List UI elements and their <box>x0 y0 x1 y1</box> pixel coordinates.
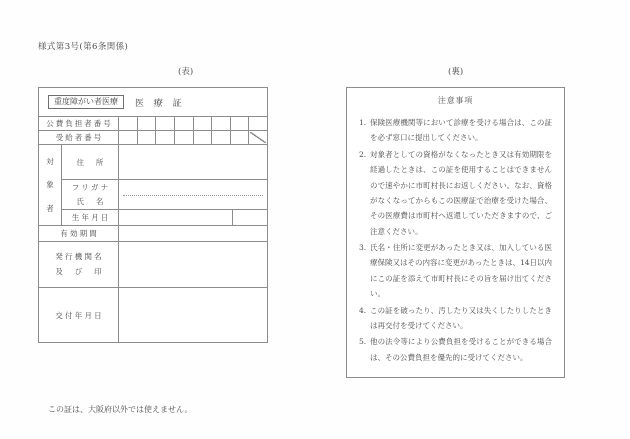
notice-item-text: 他の法令等により公費負担を受けることができる場合は、その公費負担を優先的に受けてください。 <box>370 337 552 362</box>
subject-label-char: 象 <box>46 180 54 190</box>
payer-number-row <box>39 116 267 130</box>
payer-number-cell[interactable] <box>138 117 157 130</box>
payer-number-cell[interactable] <box>249 117 267 130</box>
recipient-number-row <box>39 130 267 144</box>
notice-item <box>359 115 552 146</box>
recipient-number-cells[interactable] <box>119 131 267 144</box>
payer-number-cell[interactable] <box>119 117 138 130</box>
birthdate-main-cell[interactable] <box>119 210 233 225</box>
payer-number-label: 公費負担者番号 <box>39 117 119 130</box>
issuer-value[interactable] <box>119 242 267 287</box>
issuer-label <box>39 242 119 287</box>
furigana-label: フリガナ <box>71 182 111 192</box>
address-value[interactable] <box>119 145 267 179</box>
address-label: 住 所 <box>62 145 119 179</box>
recipient-number-cell[interactable] <box>138 131 157 144</box>
validity-row <box>39 225 267 241</box>
issuer-row <box>39 241 267 287</box>
payer-number-cells[interactable] <box>119 117 267 130</box>
birthdate-value <box>119 210 267 225</box>
recipient-number-cell[interactable] <box>119 131 138 144</box>
notice-item-number: 2. <box>359 149 367 159</box>
subject-vertical-label <box>39 145 62 225</box>
recipient-number-cell[interactable] <box>175 131 194 144</box>
notice-item-text: 保険医療機関等において診療を受ける場合は、この証を必ず窓口に提出してください。 <box>370 118 552 143</box>
birthdate-label: 生年月日 <box>62 210 119 225</box>
recipient-number-cell[interactable] <box>231 131 250 144</box>
issue-date-row <box>39 287 267 342</box>
notice-item <box>359 303 552 334</box>
recipient-number-label: 受給者番号 <box>39 131 119 144</box>
notice-item <box>359 334 552 365</box>
subject-block <box>39 144 267 225</box>
address-row <box>62 145 267 179</box>
notice-item-number: 1. <box>359 118 367 127</box>
certificate-title-row <box>39 88 267 116</box>
certificate-type-box: 重度障がい者医療 <box>48 95 124 109</box>
notice-item-text: この証を破ったり、汚したり又は失くしたりしたときは再交付を受けてください。 <box>370 305 552 330</box>
notice-card <box>346 87 565 378</box>
issue-date-value[interactable] <box>119 288 267 342</box>
birthdate-side-cell[interactable] <box>233 210 267 225</box>
payer-number-cell[interactable] <box>212 117 231 130</box>
notice-item-number: 3. <box>359 243 367 252</box>
notice-item-number: 5. <box>359 337 367 347</box>
payer-number-cell[interactable] <box>156 117 175 130</box>
form-number-heading: 様式第3号(第6条関係) <box>38 42 129 52</box>
birthdate-row <box>62 209 267 225</box>
certificate-footnote: この証は、大阪府以外では使えません。 <box>48 405 193 414</box>
validity-label: 有効期間 <box>39 226 119 241</box>
name-row <box>62 179 267 209</box>
notice-title: 注意事項 <box>437 96 474 105</box>
name-dotted-divider <box>123 195 263 196</box>
recipient-number-cell-struck[interactable] <box>249 131 267 144</box>
payer-number-cell[interactable] <box>194 117 213 130</box>
payer-number-cell[interactable] <box>231 117 250 130</box>
certificate-card <box>38 87 268 343</box>
subject-rows <box>62 145 267 225</box>
recipient-number-cell[interactable] <box>212 131 231 144</box>
issuer-label-line1: 発行機関名 <box>55 252 104 262</box>
validity-value[interactable] <box>119 226 267 241</box>
certificate-title: 医 療 証 <box>135 98 186 109</box>
notice-item <box>359 147 552 239</box>
issuer-label-line2: 及 び 印 <box>55 266 104 276</box>
payer-number-cell[interactable] <box>175 117 194 130</box>
front-side-caption: (表) <box>178 67 194 77</box>
name-value[interactable] <box>119 180 267 209</box>
notice-item-number: 4. <box>359 305 367 315</box>
recipient-number-cell[interactable] <box>156 131 175 144</box>
issue-date-label: 交付年月日 <box>39 288 119 342</box>
name-label-stack <box>62 180 119 209</box>
subject-label-char: 対 <box>46 157 54 167</box>
back-side-caption: (裏) <box>448 67 464 77</box>
subject-label-char: 者 <box>46 203 54 213</box>
notice-item-text: 対象者としての資格がなくなったとき又は有効期限を経過したときは、この証を使用することはできませんので速やかに市町村長にお返しください。なお、資格がなくなってからもこの医療証で治療を受けた場合、その医療費は市町村へ返還していただきますので、ご注意ください。 <box>370 149 552 236</box>
notice-item-text: 氏名・住所に変更があったとき又は、加入している医療保険又はその内容に変更があったときは、14日以内にこの証を添えて市町村長にその旨を届け出てください。 <box>370 243 552 299</box>
notice-item <box>359 240 552 302</box>
name-label: 氏 名 <box>76 197 106 207</box>
recipient-number-cell[interactable] <box>194 131 213 144</box>
